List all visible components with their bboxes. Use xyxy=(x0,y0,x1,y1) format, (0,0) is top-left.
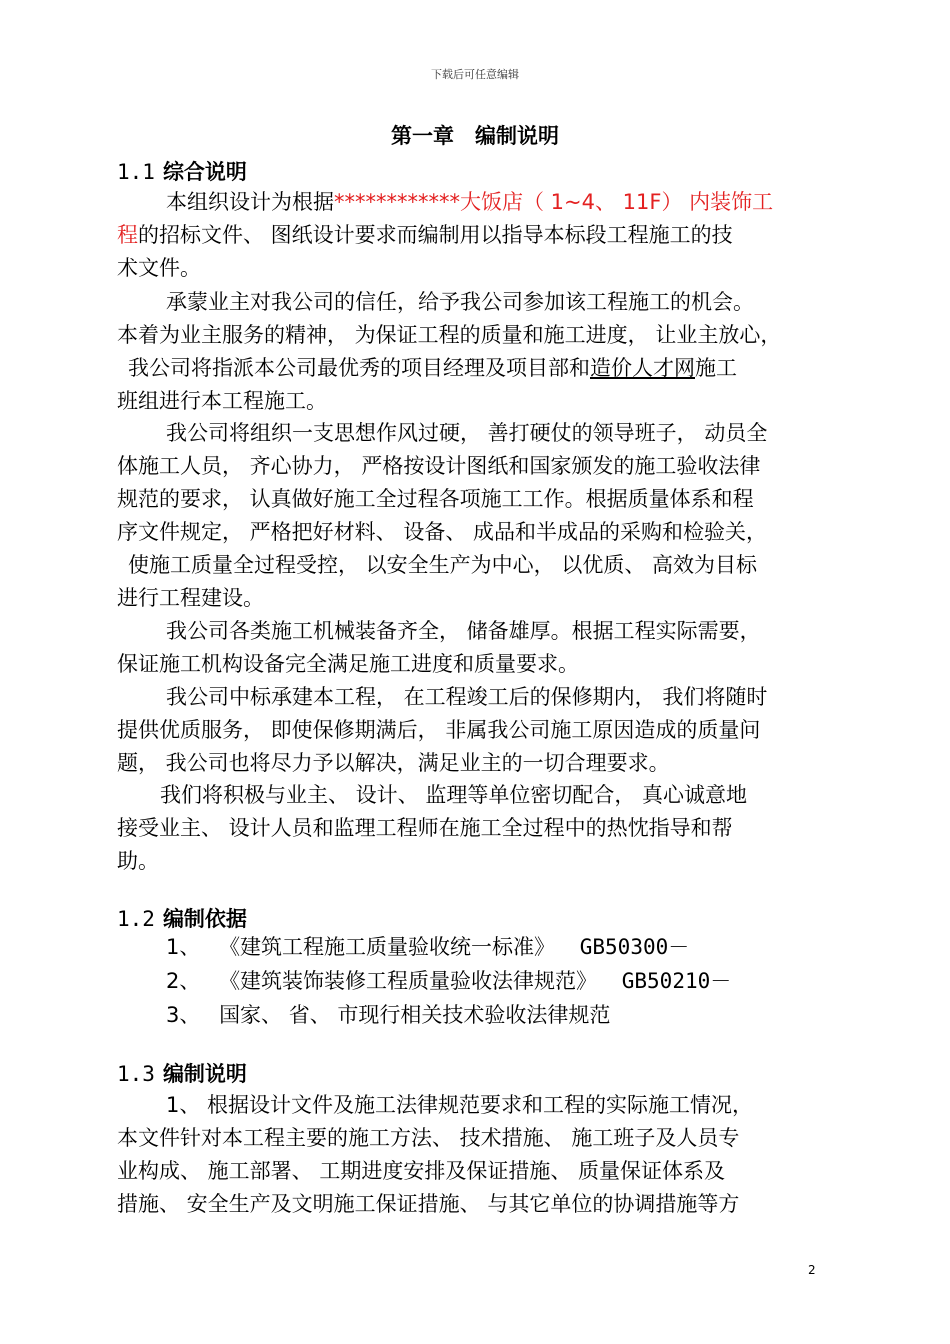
section-heading-1-2 xyxy=(117,903,247,933)
section-heading-1-3 xyxy=(117,1058,247,1088)
text-span: 的招标文件、 图纸设计要求而编制用以指导本标段工程施工的技 xyxy=(138,223,733,247)
section-number: 1.3 xyxy=(117,1062,155,1086)
text-span: 施工 xyxy=(695,356,737,380)
item-code: GB50210－ xyxy=(621,969,732,993)
section-title: 编制依据 xyxy=(162,907,247,931)
paragraph-line: 使施工质量全过程受控， 以安全生产为中心， 以优质、 高效为目标 xyxy=(128,553,758,577)
item-number: 3、 xyxy=(166,1003,201,1027)
paragraph-line: 承蒙业主对我公司的信任，给予我公司参加该工程施工的机会。 xyxy=(166,290,754,314)
paragraph-line: 业构成、 施工部署、 工期进度安排及保证措施、 质量保证体系及 xyxy=(117,1159,726,1183)
section-title: 编制说明 xyxy=(162,1062,247,1086)
paragraph-line: 1、 根据设计文件及施工法律规范要求和工程的实际施工情况， xyxy=(166,1093,754,1117)
item-text: 国家、 省、 市现行相关技术验收法律规范 xyxy=(219,1003,611,1027)
section-number: 1.1 xyxy=(117,160,155,184)
project-name-highlight: ************大饭店（ 1~4、 11F） 内装饰工 xyxy=(334,190,774,214)
paragraph-line: 序文件规定， 严格把好材料、 设备、 成品和半成品的采购和检验关， xyxy=(117,520,768,544)
item-number: 1、 xyxy=(166,935,201,959)
section-title: 综合说明 xyxy=(162,160,247,184)
paragraph-line: 接受业主、 设计人员和监理工程师在施工全过程中的热忱指导和帮 xyxy=(117,816,733,840)
text-span: 我公司将指派本公司最优秀的项目经理及项目部和 xyxy=(128,356,590,380)
site-link[interactable]: 造价人才网 xyxy=(590,356,695,380)
item-code: GB50300－ xyxy=(579,935,690,959)
paragraph-line: 术文件。 xyxy=(117,256,201,280)
paragraph-line: 体施工人员， 齐心协力， 严格按设计图纸和国家颁发的施工验收法律 xyxy=(117,454,761,478)
paragraph-line: 措施、 安全生产及文明施工保证措施、 与其它单位的协调措施等方 xyxy=(117,1192,740,1216)
item-text: 《建筑装饰装修工程质量验收法律规范》 xyxy=(219,969,598,993)
paragraph-line: 保证施工机构设备完全满足施工进度和质量要求。 xyxy=(117,652,579,676)
header-note: 下载后可任意编辑 xyxy=(431,68,519,81)
paragraph-line: 我公司各类施工机械装备齐全， 储备雄厚。根据工程实际需要， xyxy=(166,619,761,643)
paragraph-line xyxy=(128,351,737,385)
item-number: 2、 xyxy=(166,969,201,993)
paragraph-line: 我公司将组织一支思想作风过硬， 善打硬仗的领导班子， 动员全 xyxy=(166,421,768,445)
paragraph-line: 规范的要求， 认真做好施工全过程各项施工工作。根据质量体系和程 xyxy=(117,487,754,511)
paragraph-line: 题， 我公司也将尽力予以解决，满足业主的一切合理要求。 xyxy=(117,751,670,775)
reference-item xyxy=(166,998,610,1032)
section-heading-1-1 xyxy=(117,156,247,186)
reference-item xyxy=(166,964,731,998)
paragraph-line: 我公司中标承建本工程， 在工程竣工后的保修期内， 我们将随时 xyxy=(166,685,768,709)
paragraph-line: 本着为业主服务的精神， 为保证工程的质量和施工进度， 让业主放心， xyxy=(117,323,782,347)
section-number: 1.2 xyxy=(117,907,155,931)
paragraph-line xyxy=(166,185,773,219)
paragraph-line: 提供优质服务， 即使保修期满后， 非属我公司施工原因造成的质量问 xyxy=(117,718,761,742)
paragraph-line: 助。 xyxy=(117,849,159,873)
reference-item xyxy=(166,930,689,964)
paragraph-line: 本文件针对本工程主要的施工方法、 技术措施、 施工班子及人员专 xyxy=(117,1126,740,1150)
paragraph-line: 班组进行本工程施工。 xyxy=(117,389,327,413)
paragraph-line: 进行工程建设。 xyxy=(117,586,264,610)
paragraph-line: 我们将积极与业主、 设计、 监理等单位密切配合， 真心诚意地 xyxy=(160,783,748,807)
paragraph-line xyxy=(117,218,733,252)
item-text: 《建筑工程施工质量验收统一标准》 xyxy=(219,935,556,959)
text-span: 本组织设计为根据 xyxy=(166,190,334,214)
chapter-title: 第一章 编制说明 xyxy=(391,124,559,148)
page-number: 2 xyxy=(808,1263,816,1277)
project-name-highlight: 程 xyxy=(117,223,138,247)
